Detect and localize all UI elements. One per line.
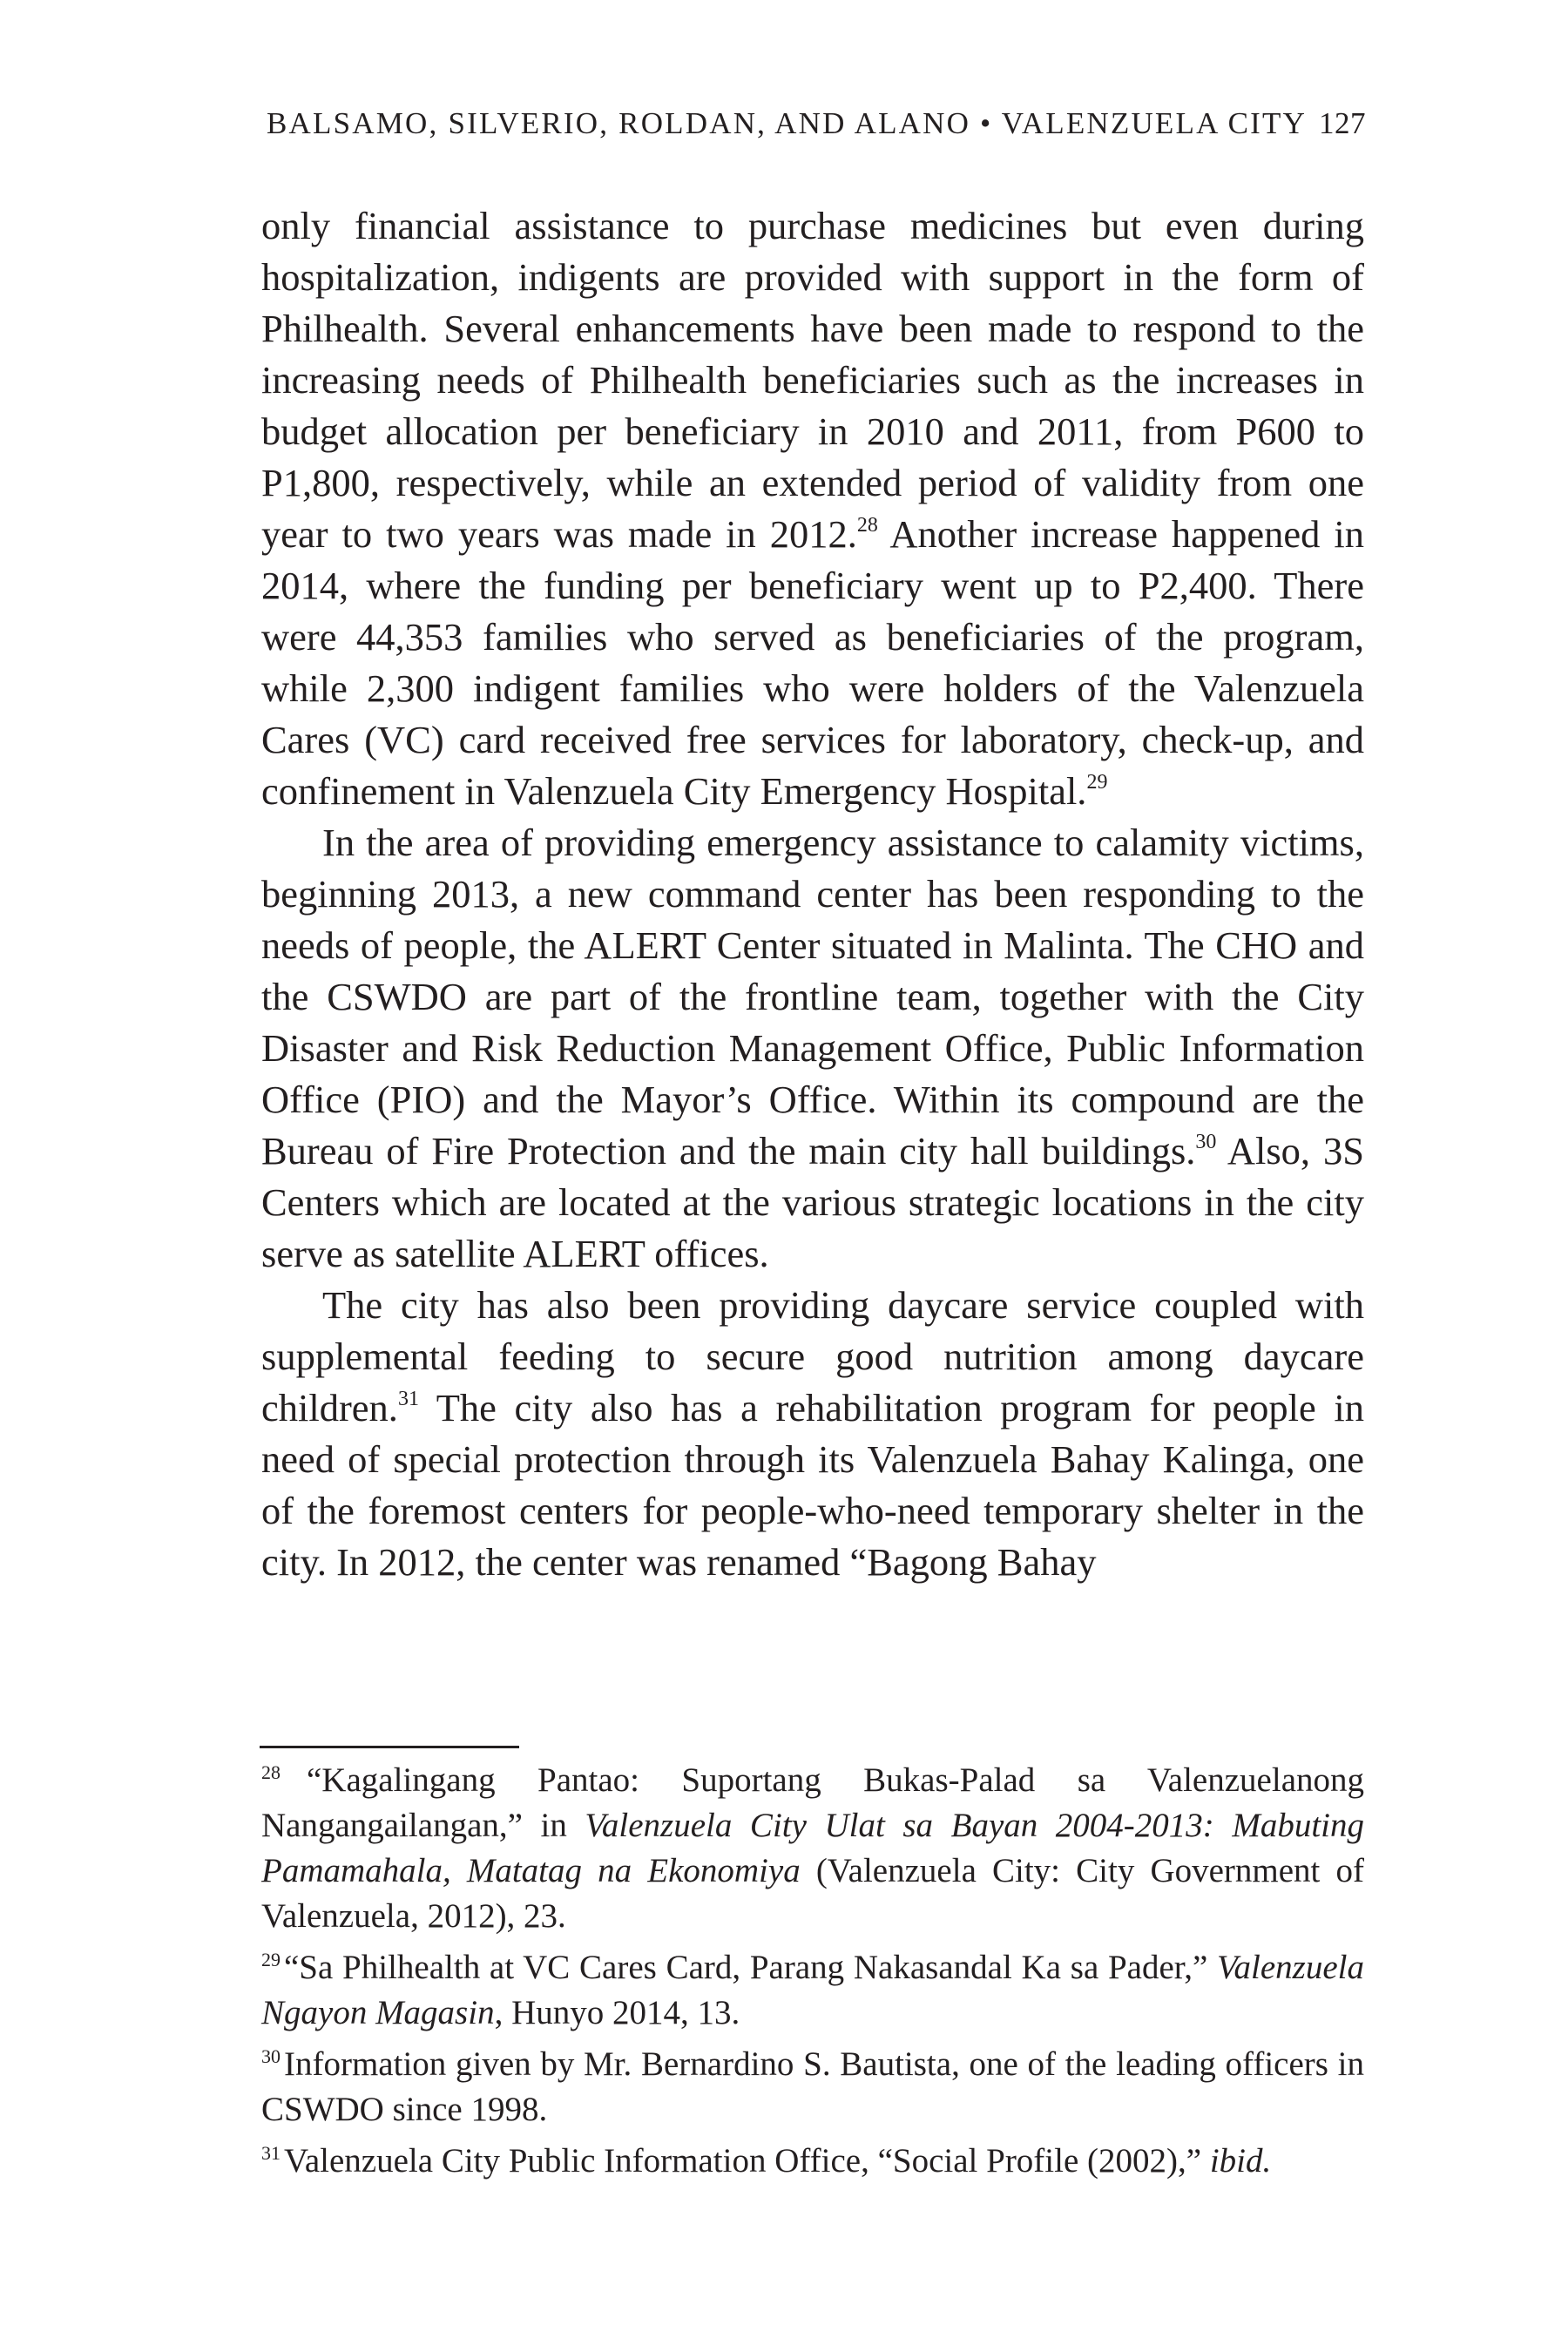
paragraph-2 xyxy=(261,817,1364,1280)
footnote-reference-29: 29 xyxy=(1086,771,1108,794)
paragraph-text: only financial assistance to purchase medicines but even during hospitalization, indigents are provided with support in the form of Philhealth. Several enhancements have been made to respond to the increasing needs of Philhealth beneficiaries such as the increases in budget allocation per beneficiary in 2010 and 2011, from P600 to P1,800, respectively, while an extended period of validity from one year to two years was made in 2012. xyxy=(261,204,1364,556)
footnote-title: Valenzuela City Ulat sa Bayan 2004-2013: Mabuting Pamamahala, Matatag na Ekonomiya xyxy=(261,1807,1364,1889)
footnotes xyxy=(261,1758,1364,2190)
footnote-text: “Kagalingang Pantao: Suportang Bukas-Palad sa Valenzuelanong Nangangailangan,” in xyxy=(261,1761,1364,1844)
footnote-text: “Sa Philhealth at VC Cares Card, Parang Nakasandal Ka sa Pader,” xyxy=(284,1949,1218,1986)
paragraph-text: The city has also been providing daycare service coupled with supplemental feeding to secure good nutrition among daycare children. xyxy=(261,1283,1364,1429)
paragraph-text: In the area of providing emergency assistance to calamity victims, beginning 2013, a new command center has been responding to the needs of people, the ALERT Center situated in Malinta. The CHO and the CSWDO are part of the frontline team, together with the City Disaster and Risk Reduction Management Office, Public Information Office (PIO) and the Mayor’s Office. Within its compound are the Bureau of Fire Protection and the main city hall buildings. xyxy=(261,821,1364,1173)
footnote-text: (Valenzuela City: City Government of Valenzuela, 2012), 23. xyxy=(261,1852,1364,1935)
footnote-title: ibid. xyxy=(1209,2142,1272,2180)
footnote-title: Valenzuela Ngayon Magasin xyxy=(261,1949,1364,2031)
paragraph-text: The city also has a rehabilitation program for people in need of special protection through its Valenzuela Bahay Kalinga, one of the foremost centers for people-who-need temporary shelter in the city. In 2012, the center was renamed “Bagong Bahay xyxy=(261,1386,1364,1584)
paragraph-3 xyxy=(261,1280,1364,1588)
footnote-29 xyxy=(261,1945,1364,2036)
running-head-title: BALSAMO, SILVERIO, ROLDAN, AND ALANO • VALENZUELA CITY xyxy=(267,106,1308,140)
footnote-28 xyxy=(261,1758,1364,1939)
paragraph-text: Also, 3S Centers which are located at the various strategic locations in the city serve as satellite ALERT offices. xyxy=(261,1129,1364,1275)
page-number: 127 xyxy=(1319,106,1366,140)
footnote-number: 28 xyxy=(261,1761,280,1783)
paragraph-text: Another increase happened in 2014, where the funding per beneficiary went up to P2,400. There were 44,353 families who served as beneficiaries of the program, while 2,300 indigent families who were holders of the Valenzuela Cares (VC) card received free services for laboratory, check-up, and confinement in Valenzuela City Emergency Hospital. xyxy=(261,512,1364,813)
footnote-number: 30 xyxy=(261,2045,280,2067)
footnote-reference-28: 28 xyxy=(856,514,878,537)
footnote-30 xyxy=(261,2042,1364,2132)
footnote-31 xyxy=(261,2139,1364,2184)
body-text xyxy=(261,200,1364,1588)
footnote-separator xyxy=(260,1746,519,1748)
footnote-number: 31 xyxy=(261,2142,280,2164)
footnote-reference-30: 30 xyxy=(1195,1131,1217,1154)
footnote-text: Valenzuela City Public Information Office, “Social Profile (2002),” xyxy=(284,2142,1210,2180)
footnote-text: , Hunyo 2014, 13. xyxy=(494,1994,740,2031)
paragraph-1 xyxy=(261,200,1364,817)
footnote-number: 29 xyxy=(261,1949,280,1970)
running-head xyxy=(260,103,1366,152)
footnote-text: Information given by Mr. Bernardino S. Bautista, one of the leading officers in CSWDO since 1998. xyxy=(261,2045,1364,2128)
footnote-reference-31: 31 xyxy=(397,1388,419,1411)
